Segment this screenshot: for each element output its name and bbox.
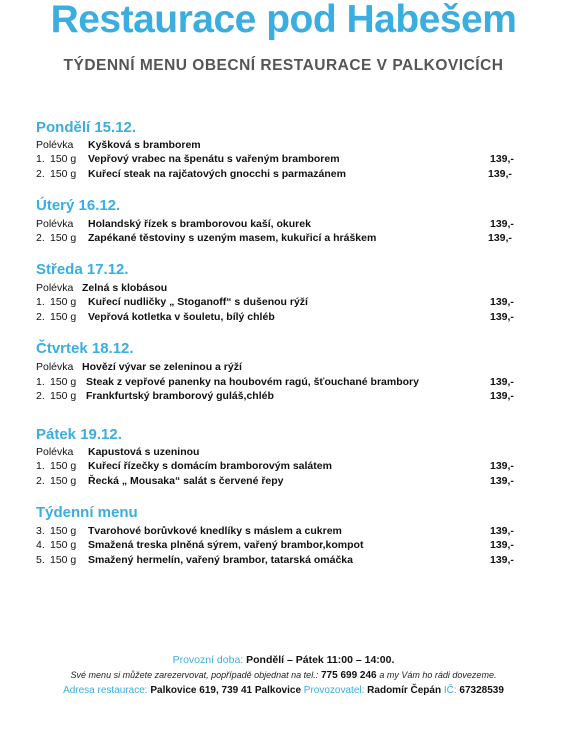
soup-label: Polévka [36,139,74,151]
menu-item-row [36,375,536,389]
item-price: 139,- [490,153,514,165]
item-number: 4. [36,539,45,551]
day-heading: Středa 17.12. [36,261,129,278]
item-quantity: 150 g [50,539,77,551]
item-name: Vepřová kotletka v šouletu, bílý chléb [88,311,275,323]
item-price: 139,- [490,525,514,537]
soup-label: Polévka [36,218,74,230]
day-heading: Úterý 16.12. [36,197,121,214]
item-quantity: 150 g [50,168,77,180]
address-value: Palkovice 619, 739 41 Palkovice [150,685,302,696]
menu-item-row [36,538,536,552]
item-price: 139,- [490,296,514,308]
soup-name: Holandský řízek s bramborovou kaší, okurek [88,218,311,230]
item-name: Tvarohové borůvkové knedlíky s máslem a cukrem [88,525,342,537]
hours-label: Provozní doba: [172,654,244,666]
reservation-tail: a my Vám ho rádi dovezeme. [379,670,497,680]
item-name: Frankfurtský bramborový guláš,chléb [86,390,274,402]
item-name: Steak z vepřové panenky na houbovém ragú, šťouchané brambory [86,376,419,388]
item-name: Kuřecí řízečky s domácím bramborovým salátem [88,460,332,472]
menu-item-row [36,553,536,567]
weekly-heading: Týdenní menu [36,504,138,521]
item-price: 139,- [488,168,512,180]
menu-item-row [36,167,536,181]
item-number: 3. [36,525,45,537]
item-quantity: 150 g [50,376,77,388]
item-quantity: 150 g [50,475,77,487]
soup-row [36,360,536,374]
item-price: 139,- [488,232,512,244]
item-number: 2. [36,311,45,323]
soup-label: Polévka [36,361,74,373]
soup-name: Kyšková s bramborem [88,139,201,151]
item-number: 2. [36,232,45,244]
opening-hours [0,654,567,666]
soup-row [36,445,536,459]
item-name: Zapékané těstoviny s uzeným masem, kukuřicí a hráškem [88,232,377,244]
item-price: 139,- [490,460,514,472]
item-quantity: 150 g [50,525,77,537]
item-name: Kuřecí nudličky „ Stoganoff“ s dušenou rýží [88,296,308,308]
item-price: 139,- [490,539,514,551]
soup-label: Polévka [36,446,74,458]
item-quantity: 150 g [50,460,77,472]
item-name: Vepřový vrabec na špenátu s vařeným bramborem [88,153,340,165]
item-number: 1. [36,296,45,308]
menu-item-row [36,231,536,245]
menu-item-row [36,152,536,166]
soup-price: 139,- [490,218,514,230]
soup-name: Zelná s klobásou [82,282,168,294]
day-heading: Pátek 19.12. [36,426,122,443]
operator-value: Radomír Čepán [367,685,442,696]
item-price: 139,- [490,475,514,487]
item-price: 139,- [490,554,514,566]
contact-line [0,685,567,696]
item-price: 139,- [490,390,514,402]
soup-row [36,138,536,152]
item-name: Smažený hermelín, vařený brambor, tatarská omáčka [88,554,353,566]
item-number: 1. [36,460,45,472]
menu-item-row [36,389,536,403]
menu-item-row [36,524,536,538]
item-number: 1. [36,376,45,388]
item-quantity: 150 g [50,390,77,402]
soup-name: Kapustová s uzeninou [88,446,200,458]
item-number: 2. [36,168,45,180]
day-heading: Čtvrtek 18.12. [36,340,134,357]
menu-item-row [36,474,536,488]
item-number: 2. [36,390,45,402]
item-name: Smažená treska plněná sýrem, vařený brambor,kompot [88,539,364,551]
item-quantity: 150 g [50,554,77,566]
day-heading: Pondělí 15.12. [36,119,137,136]
reservation-text: Své menu si můžete zarezervovat, popřípadě objednat na tel.: [70,670,319,680]
ic-label: IČ: [443,685,457,696]
soup-label: Polévka [36,282,74,294]
reservation-note [0,670,567,681]
item-quantity: 150 g [50,232,77,244]
item-price: 139,- [490,376,514,388]
menu-item-row [36,295,536,309]
item-price: 139,- [490,311,514,323]
item-quantity: 150 g [50,153,77,165]
operator-label: Provozovatel: [303,685,365,696]
soup-name: Hovězí vývar se zeleninou a rýží [82,361,242,373]
menu-item-row [36,310,536,324]
soup-row [36,217,536,231]
ic-value: 67328539 [459,685,504,696]
menu-item-row [36,459,536,473]
item-quantity: 150 g [50,311,77,323]
item-name: Kuřecí steak na rajčatových gnocchi s parmazánem [88,168,346,180]
item-number: 5. [36,554,45,566]
hours-value: Pondělí – Pátek 11:00 – 14:00. [246,654,395,666]
item-number: 1. [36,153,45,165]
address-label: Adresa restaurace: [63,685,148,696]
item-quantity: 150 g [50,296,77,308]
phone-number: 775 699 246 [320,670,377,681]
item-name: Řecká „ Mousaka“ salát s červené řepy [88,475,284,487]
soup-row [36,281,536,295]
item-number: 2. [36,475,45,487]
page-subtitle: TÝDENNÍ MENU OBECNÍ RESTAURACE V PALKOVICÍCH [63,57,504,74]
page-title: Restaurace pod Habešem [50,0,517,41]
